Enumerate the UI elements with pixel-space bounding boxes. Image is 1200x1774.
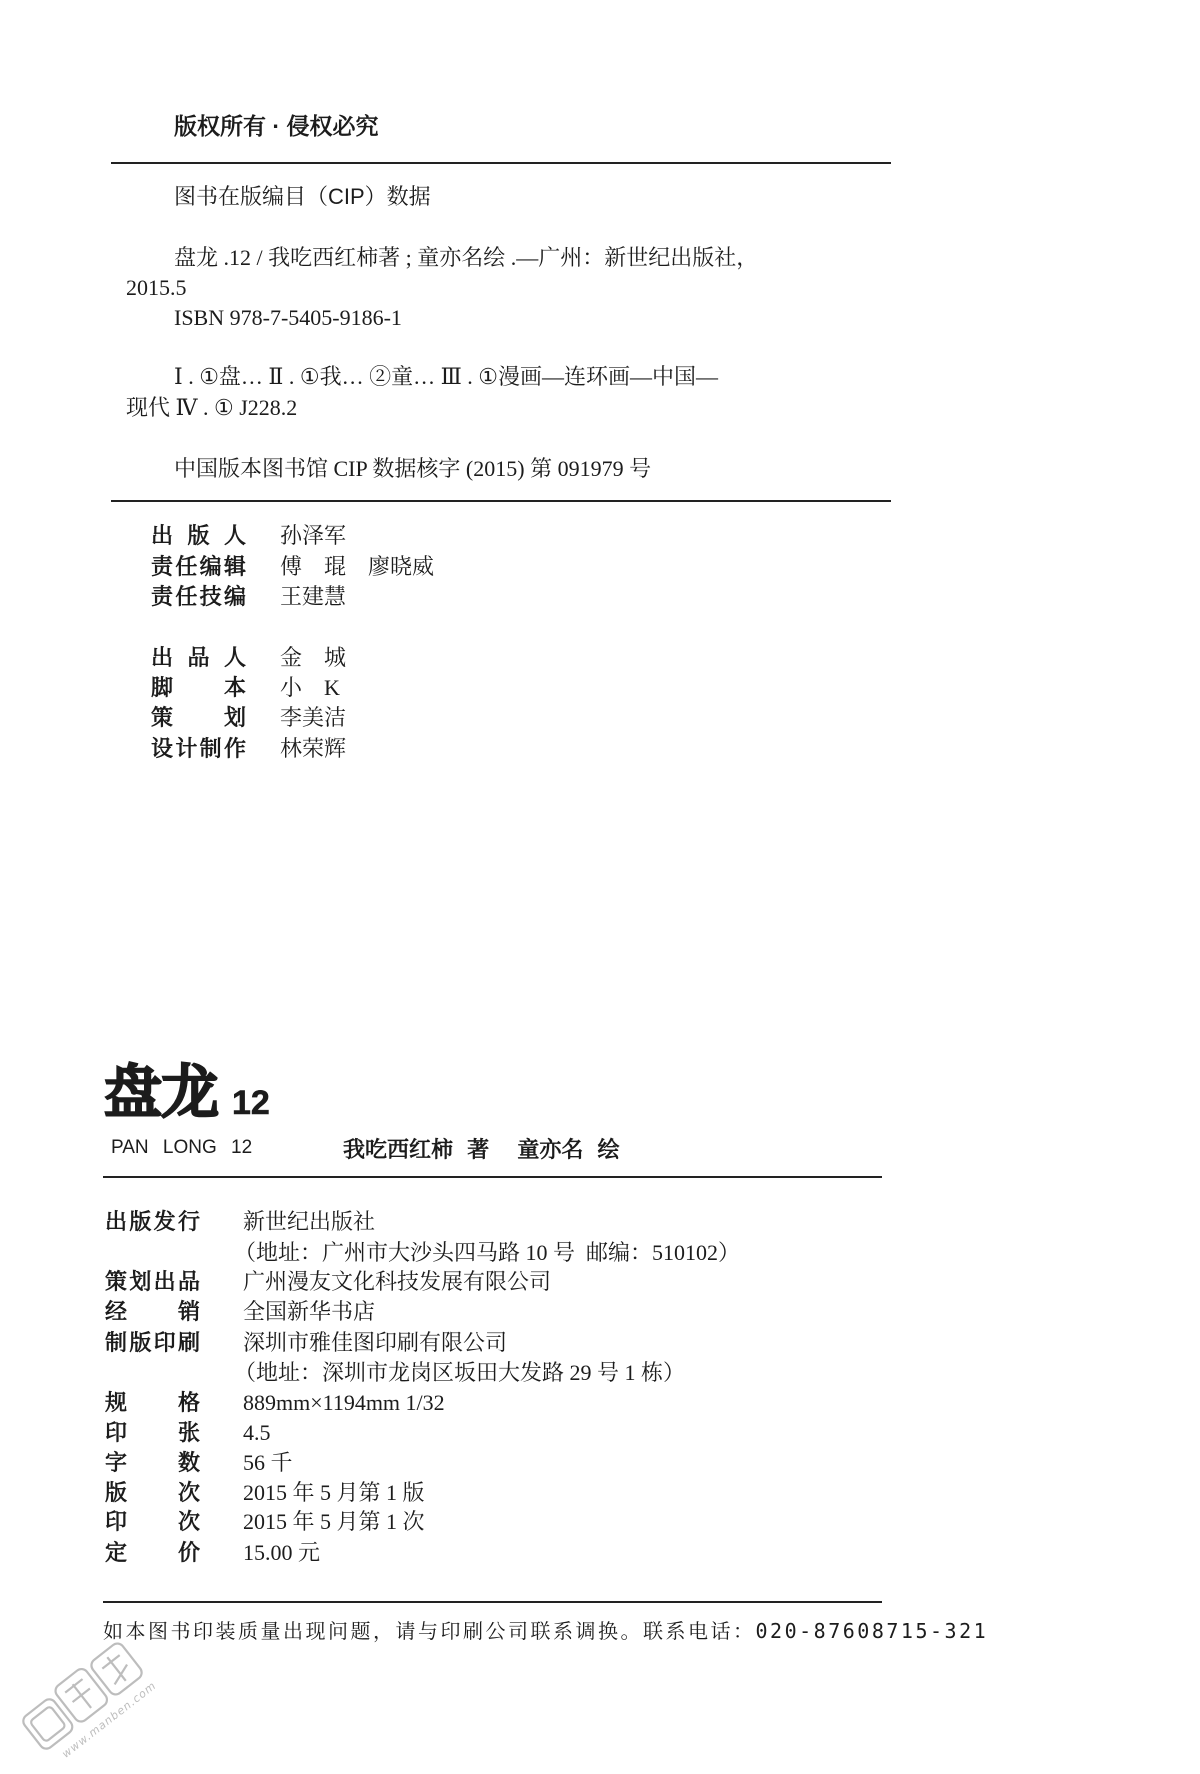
pub-row-planning — [105, 1267, 552, 1297]
book-title-main: 盘龙 — [104, 1060, 219, 1125]
credit-value: 李美洁 — [280, 705, 347, 730]
credit-row-design — [151, 734, 347, 764]
credit-label: 责任技编 — [151, 584, 246, 609]
pub-value: 深圳市雅佳图印刷有限公司 — [243, 1330, 508, 1355]
credit-row-script — [151, 673, 340, 703]
divider-bottom — [103, 1601, 882, 1603]
cip-line: 2015.5 — [126, 275, 187, 300]
watermark-glyph-shape — [64, 1677, 100, 1714]
pub-label: 定 价 — [105, 1540, 200, 1565]
pub-value: 889mm×1194mm 1/32 — [243, 1390, 445, 1415]
cip-line: 盘龙 .12 / 我吃西红柿著 ; 童亦名绘 .—广州：新世纪出版社， — [174, 245, 759, 270]
divider-cip — [111, 500, 891, 502]
credit-label: 策 划 — [151, 705, 246, 730]
pub-row-publisher — [105, 1207, 376, 1237]
credit-value: 小 K — [280, 675, 340, 700]
book-authors: 我吃西红柿 著 童亦名 绘 — [343, 1137, 620, 1162]
watermark-url: www.manben.com — [59, 1678, 159, 1761]
pub-row-distribution — [105, 1297, 376, 1327]
pub-label: 印 张 — [105, 1420, 200, 1445]
cip-heading: 图书在版编目（CIP）数据 — [174, 184, 431, 209]
watermark-logo — [6, 1636, 166, 1770]
credit-value: 傅 琨 廖晓威 — [280, 554, 435, 579]
credit-value: 孙泽军 — [280, 523, 347, 548]
divider-title — [103, 1176, 882, 1178]
watermark-glyph-shape — [21, 1696, 76, 1751]
pub-value: 56 千 — [243, 1450, 293, 1475]
pub-label: 经 销 — [105, 1299, 200, 1324]
pub-row-printing — [105, 1328, 508, 1358]
pub-value: 全国新华书店 — [243, 1299, 376, 1324]
credit-row-producer — [151, 643, 347, 673]
pub-address: （地址：广州市大沙头四马路 10 号 邮编：510102） — [234, 1240, 741, 1265]
book-volume-number: 12 — [232, 1084, 270, 1122]
quality-notice: 如本图书印装质量出现问题，请与印刷公司联系调换。联系电话：020-87608715-321 — [103, 1619, 989, 1643]
credit-label: 出 品 人 — [151, 645, 246, 670]
pub-value: 4.5 — [243, 1420, 271, 1445]
book-title-pinyin: PAN LONG 12 — [111, 1137, 253, 1158]
credit-label: 出 版 人 — [151, 523, 246, 548]
credit-value: 金 城 — [280, 645, 347, 670]
credit-row-editor — [151, 552, 435, 582]
book-title — [104, 1062, 270, 1124]
pub-label: 字 数 — [105, 1450, 200, 1475]
credit-row-tech-editor — [151, 582, 347, 612]
pub-value: 新世纪出版社 — [243, 1209, 376, 1234]
pub-value: 2015 年 5 月第 1 次 — [243, 1509, 425, 1534]
cip-line: 现代 Ⅳ . ① J228.2 — [126, 395, 298, 420]
pub-label: 制版印刷 — [105, 1330, 200, 1355]
pub-label: 规 格 — [105, 1390, 200, 1415]
pub-row-sheets — [105, 1418, 271, 1448]
divider-top — [111, 162, 891, 164]
pub-label: 版 次 — [105, 1480, 200, 1505]
pub-label: 印 次 — [105, 1509, 200, 1534]
pub-value: 15.00 元 — [243, 1540, 321, 1565]
credit-value: 林荣辉 — [280, 736, 347, 761]
pub-row-format — [105, 1388, 445, 1418]
copyright-notice: 版权所有 · 侵权必究 — [174, 113, 379, 139]
credit-label: 设计制作 — [151, 736, 246, 761]
watermark-glyph-shape — [99, 1650, 135, 1687]
pub-row-edition — [105, 1478, 425, 1508]
pub-value: 广州漫友文化科技发展有限公司 — [243, 1269, 552, 1294]
credit-value: 王建慧 — [280, 584, 347, 609]
credit-row-planner — [151, 703, 347, 733]
pub-label: 出版发行 — [105, 1209, 200, 1234]
pub-row-word-count — [105, 1448, 293, 1478]
cip-line: 中国版本图书馆 CIP 数据核字 (2015) 第 091979 号 — [174, 456, 652, 481]
pub-row-price — [105, 1538, 321, 1568]
pub-row-impression — [105, 1507, 425, 1537]
cip-line: Ⅰ . ①盘… Ⅱ . ①我… ②童… Ⅲ . ①漫画—连环画—中国— — [174, 364, 719, 389]
credit-label: 责任编辑 — [151, 554, 246, 579]
pub-address: （地址：深圳市龙岗区坂田大发路 29 号 1 栋） — [234, 1360, 686, 1385]
credit-label: 脚 本 — [151, 675, 246, 700]
credit-row-publisher — [151, 521, 347, 551]
pub-value: 2015 年 5 月第 1 版 — [243, 1480, 425, 1505]
pub-label: 策划出品 — [105, 1269, 200, 1294]
cip-line: ISBN 978-7-5405-9186-1 — [174, 305, 402, 330]
